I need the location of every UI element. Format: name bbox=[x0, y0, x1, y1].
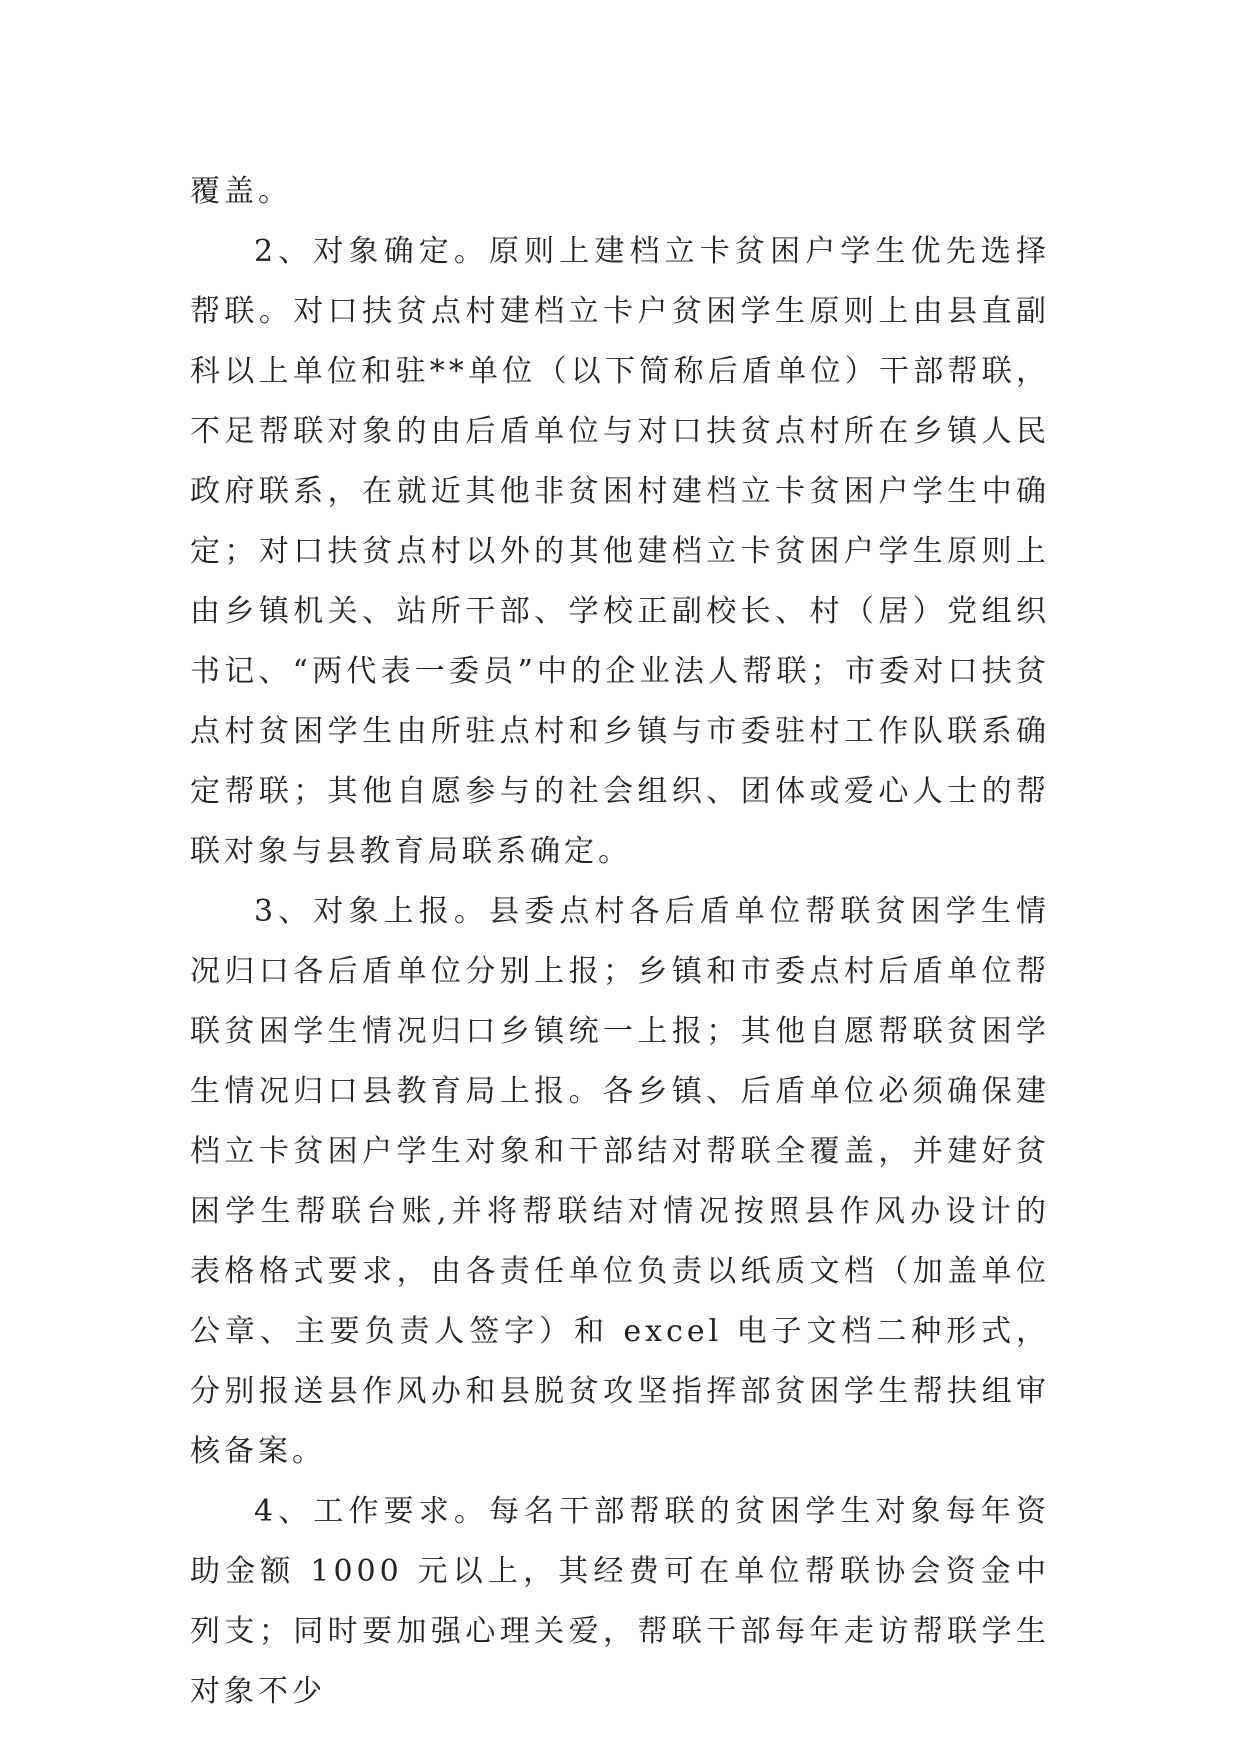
paragraph-item-2: 2、对象确定。原则上建档立卡贫困户学生优先选择帮联。对口扶贫点村建档立卡户贫困学生原则上由县直副科以上单位和驻**单位（以下简称后盾单位）干部帮联，不足帮联对象的由后盾单位与对口扶贫点村所在乡镇人民政府联系，在就近其他非贫困村建档立卡贫困户学生中确定；对口扶贫点村以外的其他建档立卡贫困户学生原则上由乡镇机关、站所干部、学校正副校长、村（居）党组织书记、“两代表一委员”中的企业法人帮联；市委对口扶贫点村贫困学生由所驻点村和乡镇与市委驻村工作队联系确定帮联；其他自愿参与的社会组织、团体或爱心人士的帮联对象与县教育局联系确定。 bbox=[190, 234, 1050, 869]
paragraph-continuation: 覆盖。 bbox=[190, 174, 292, 209]
paragraph-item-4: 4、工作要求。每名干部帮联的贫困学生对象每年资助金额 1000 元以上，其经费可在单位帮联协会资金中列支；同时要加强心理关爱，帮联干部每年走访帮联学生对象不少 bbox=[190, 1494, 1050, 1709]
paragraph-item-3: 3、对象上报。县委点村各后盾单位帮联贫困学生情况归口各后盾单位分别上报；乡镇和市委点村后盾单位帮联贫困学生情况归口乡镇统一上报；其他自愿帮联贫困学生情况归口县教育局上报。各乡镇、后盾单位必须确保建档立卡贫困户学生对象和干部结对帮联全覆盖，并建好贫困学生帮联台账,并将帮联结对情况按照县作风办设计的表格格式要求，由各责任单位负责以纸质文档（加盖单位公章、主要负责人签字）和 excel 电子文档二种形式，分别报送县作风办和县脱贫攻坚指挥部贫困学生帮扶组审核备案。 bbox=[190, 894, 1050, 1469]
document-body bbox=[190, 162, 1050, 1722]
